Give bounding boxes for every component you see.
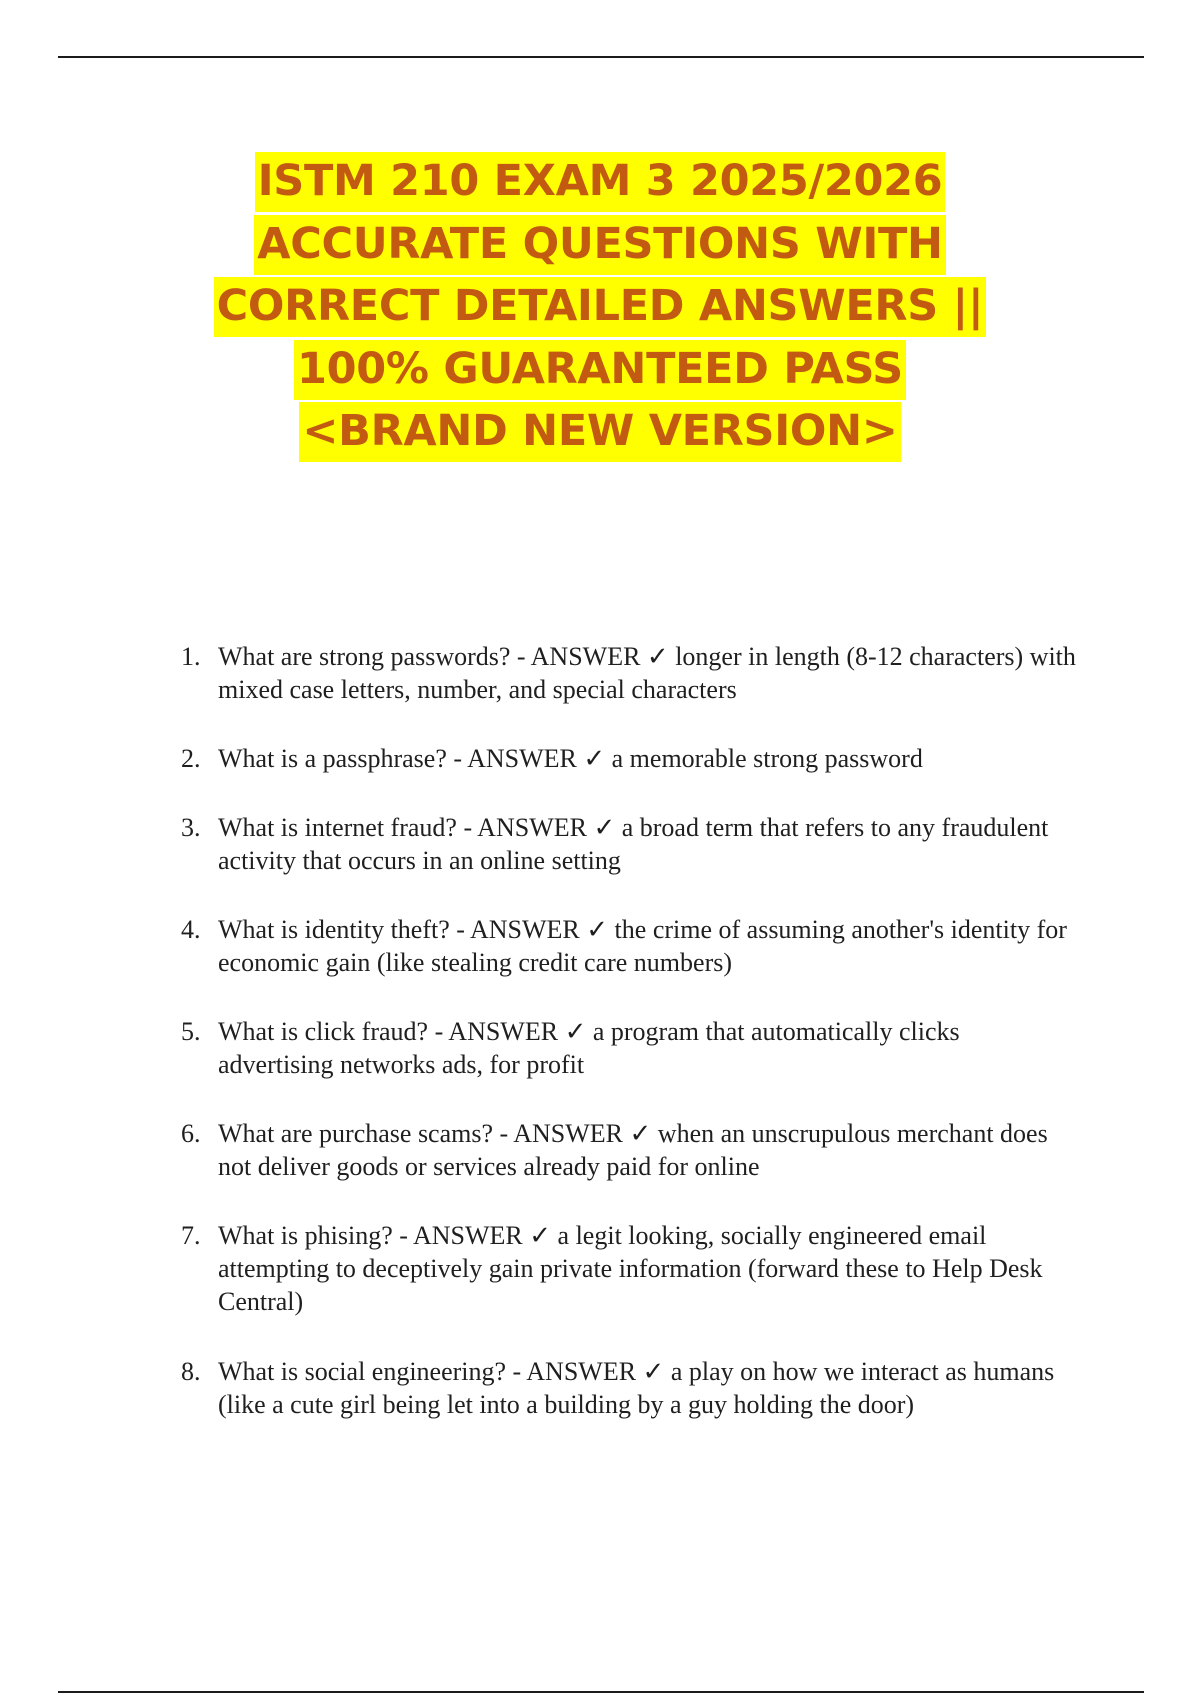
question-text: What are purchase scams? - ANSWER ✓ when an unscrupulous merchant does not deliver goods or services already paid for online (218, 1119, 1048, 1181)
question-item (0, 1117, 1078, 1183)
question-text: What is phising? - ANSWER ✓ a legit looking, socially engineered email attempting to deceptively gain private information (forward these to Help Desk Central) (218, 1221, 1043, 1316)
question-text: What is click fraud? - ANSWER ✓ a program that automatically clicks advertising networks ads, for profit (218, 1017, 960, 1079)
question-number: 3. (181, 813, 201, 842)
question-item (0, 640, 1078, 706)
title-line: 100% GUARANTEED PASS (60, 338, 1140, 401)
footer-rule (58, 1691, 1144, 1693)
question-number: 6. (181, 1119, 201, 1148)
question-number: 7. (181, 1221, 201, 1250)
header-rule (58, 56, 1144, 58)
question-text: What is social engineering? - ANSWER ✓ a play on how we interact as humans (like a cute girl being let into a building by a guy holding the door) (218, 1357, 1055, 1419)
question-number: 8. (181, 1357, 201, 1386)
question-number: 5. (181, 1017, 201, 1046)
title-line: ACCURATE QUESTIONS WITH (60, 213, 1140, 276)
title-line: ISTM 210 EXAM 3 2025/2026 (60, 150, 1140, 213)
question-text: What is a passphrase? - ANSWER ✓ a memorable strong password (218, 744, 923, 773)
question-text: What is identity theft? - ANSWER ✓ the crime of assuming another's identity for economic gain (like stealing credit care numbers) (218, 915, 1067, 977)
title-line: <BRAND NEW VERSION> (60, 400, 1140, 463)
question-item (0, 1219, 1078, 1318)
question-item (0, 811, 1078, 877)
question-number: 2. (181, 744, 201, 773)
title-line: CORRECT DETAILED ANSWERS || (60, 275, 1140, 338)
question-item (0, 1015, 1078, 1081)
document-title (60, 150, 1140, 463)
question-list (0, 640, 1200, 1457)
question-item (0, 913, 1078, 979)
question-number: 1. (181, 642, 201, 671)
question-item (0, 1355, 1078, 1421)
question-text: What are strong passwords? - ANSWER ✓ longer in length (8-12 characters) with mixed case letters, number, and special characters (218, 642, 1076, 704)
question-item (0, 742, 1078, 775)
question-number: 4. (181, 915, 201, 944)
question-text: What is internet fraud? - ANSWER ✓ a broad term that refers to any fraudulent activity that occurs in an online setting (218, 813, 1049, 875)
